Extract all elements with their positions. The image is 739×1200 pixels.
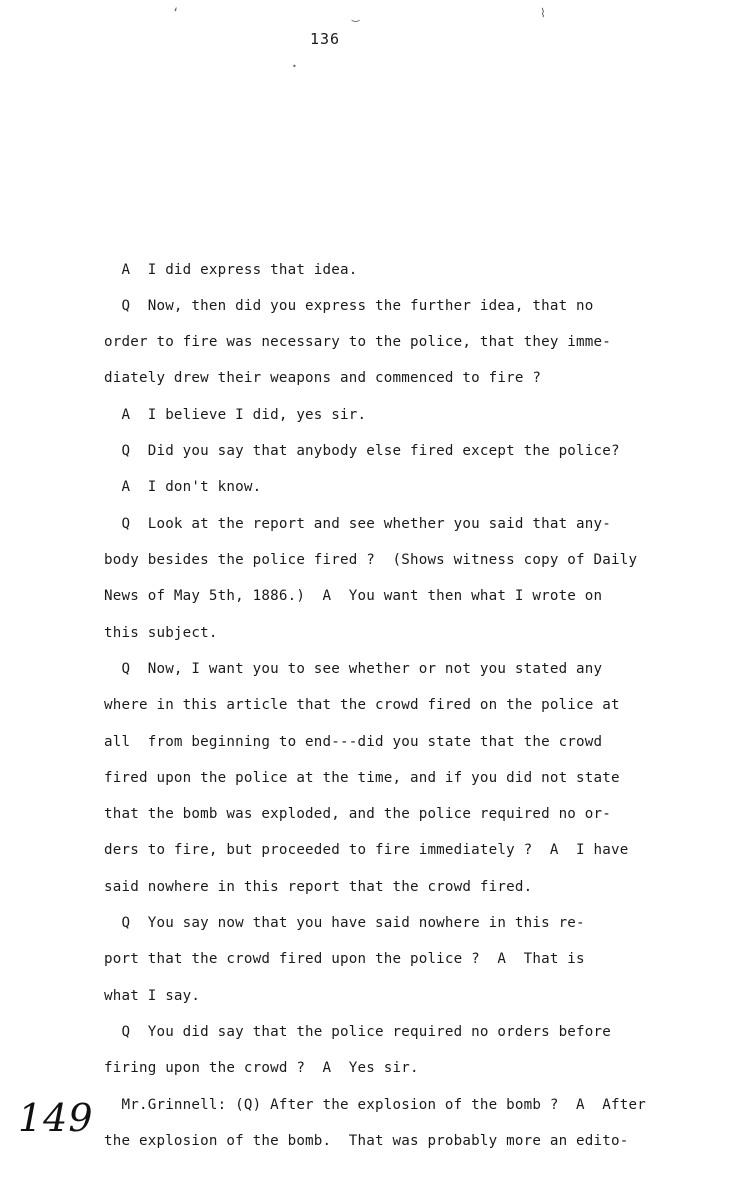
transcript-line: Q Look at the report and see whether you said that any- [104,516,612,532]
transcript-line: Q Now, I want you to see whether or not you stated any [104,661,603,677]
transcript-line: body besides the police fired ? (Shows witness copy of Daily [104,552,638,568]
handwritten-margin-number: 149 [18,1096,94,1140]
transcript-line: Mr.Grinnell: (Q) After the explosion of the bomb ? A After [104,1097,646,1113]
scan-speck: ‘ [172,6,180,20]
transcript-line: that the bomb was exploded, and the police required no or- [104,806,612,822]
transcript-line: the explosion of the bomb. That was probably more an edito- [104,1133,629,1149]
transcript-line: ders to fire, but proceeded to fire immediately ? A I have [104,842,629,858]
transcript-line: A I don't know. [104,479,262,495]
transcript-line: this subject. [104,625,218,641]
transcript-line: port that the crowd fired upon the police ? A That is [104,951,585,967]
transcript-line: where in this article that the crowd fired on the police at [104,697,620,713]
transcript-line: firing upon the crowd ? A Yes sir. [104,1060,419,1076]
transcript-line: Q Did you say that anybody else fired except the police? [104,443,620,459]
scan-speck: ‿ [352,8,360,22]
transcript-line: all from beginning to end---did you state that the crowd [104,734,603,750]
transcript-line: News of May 5th, 1886.) A You want then what I wrote on [104,588,603,604]
transcript-line: Q You did say that the police required no orders before [104,1024,612,1040]
scan-speck: ⌇ [540,6,546,20]
transcript-line: diately drew their weapons and commenced to fire ? [104,370,542,386]
transcript-line: A I believe I did, yes sir. [104,407,367,423]
transcript-line: Q Now, then did you express the further idea, that no [104,298,594,314]
page-number: 136 [310,30,341,48]
transcript-line: what I say. [104,988,201,1004]
scan-speck: • [292,62,297,71]
transcript-line: fired upon the police at the time, and if you did not state [104,770,620,786]
transcript-line: order to fire was necessary to the police, that they imme- [104,334,612,350]
transcript-line: Q You say now that you have said nowhere in this re- [104,915,585,931]
transcript-line: A I did express that idea. [104,262,358,278]
transcript-line: said nowhere in this report that the crowd fired. [104,879,533,895]
